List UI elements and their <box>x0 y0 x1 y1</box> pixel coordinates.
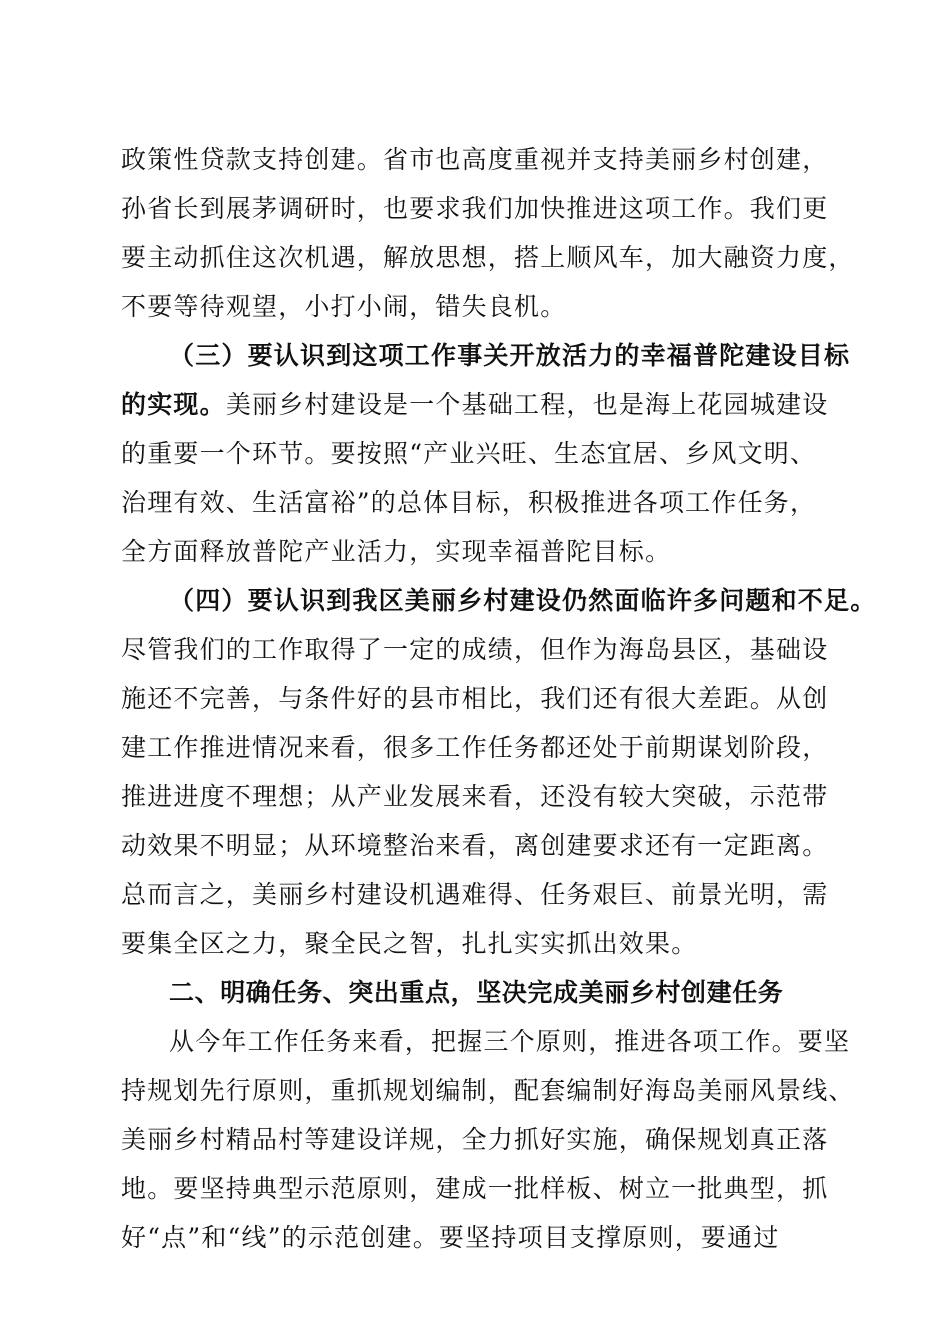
text-line: 要主动抓住这次机遇，解放思想，搭上顺风车，加大融资力度， <box>121 243 855 272</box>
text-line <box>121 387 841 423</box>
text-line: 推进进度不理想；从产业发展来看，还没有较大突破，示范带 <box>121 782 829 811</box>
text-line: 尽管我们的工作取得了一定的成绩，但作为海岛县区，基础设 <box>121 635 829 664</box>
text-line: 从今年工作任务来看，把握三个原则，推进各项工作。要坚 <box>169 1027 851 1056</box>
text-line: 施还不完善，与条件好的县市相比，我们还有很大差距。从创 <box>121 684 829 713</box>
section-heading: 二、明确任务、突出重点，坚决完成美丽乡村创建任务 <box>169 978 784 1007</box>
text-line: 动效果不明显；从环境整治来看，离创建要求还有一定距离。 <box>121 831 829 860</box>
subsection-title: （四）要认识到我区美丽乡村建设仍然面临许多问题和不足。 <box>169 586 877 615</box>
text-line: 建工作推进情况来看，很多工作任务都还处于前期谋划阶段， <box>121 733 829 762</box>
text-line: 美丽乡村精品村等建设详规，全力抓好实施，确保规划真正落 <box>121 1125 829 1154</box>
text-line: 好“点”和“线”的示范创建。要坚持项目支撑原则，要通过 <box>121 1223 780 1252</box>
text-line: 不要等待观望，小打小闹，错失良机。 <box>121 292 567 321</box>
subsection-title: （三）要认识到这项工作事关开放活力的幸福普陀建设目标 <box>169 341 851 370</box>
subsection-title-end: 的实现。 <box>121 390 226 419</box>
text-line: 政策性贷款支持创建。省市也高度重视并支持美丽乡村创建， <box>121 145 829 174</box>
text-line: 全方面释放普陀产业活力，实现幸福普陀目标。 <box>121 537 672 566</box>
text-line: 治理有效、生活富裕”的总体目标，积极推进各项工作任务， <box>121 488 817 517</box>
text-line: 孙省长到展茅调研时，也要求我们加快推进这项工作。我们更 <box>121 194 829 223</box>
text-line: 的重要一个环节。要按照“产业兴旺、生态宜居、乡风文明、 <box>121 439 817 468</box>
text-span: 美丽乡村建设是一个基础工程，也是海上花园城建设 <box>225 390 829 419</box>
text-line: 地。要坚持典型示范原则，建成一批样板、树立一批典型，抓 <box>121 1174 829 1203</box>
text-line: 要集全区之力，聚全民之智，扎扎实实抓出效果。 <box>121 929 698 958</box>
text-line: 持规划先行原则，重抓规划编制，配套编制好海岛美丽风景线、 <box>121 1076 855 1105</box>
text-line: 总而言之，美丽乡村建设机遇难得、任务艰巨、前景光明，需 <box>121 880 829 909</box>
